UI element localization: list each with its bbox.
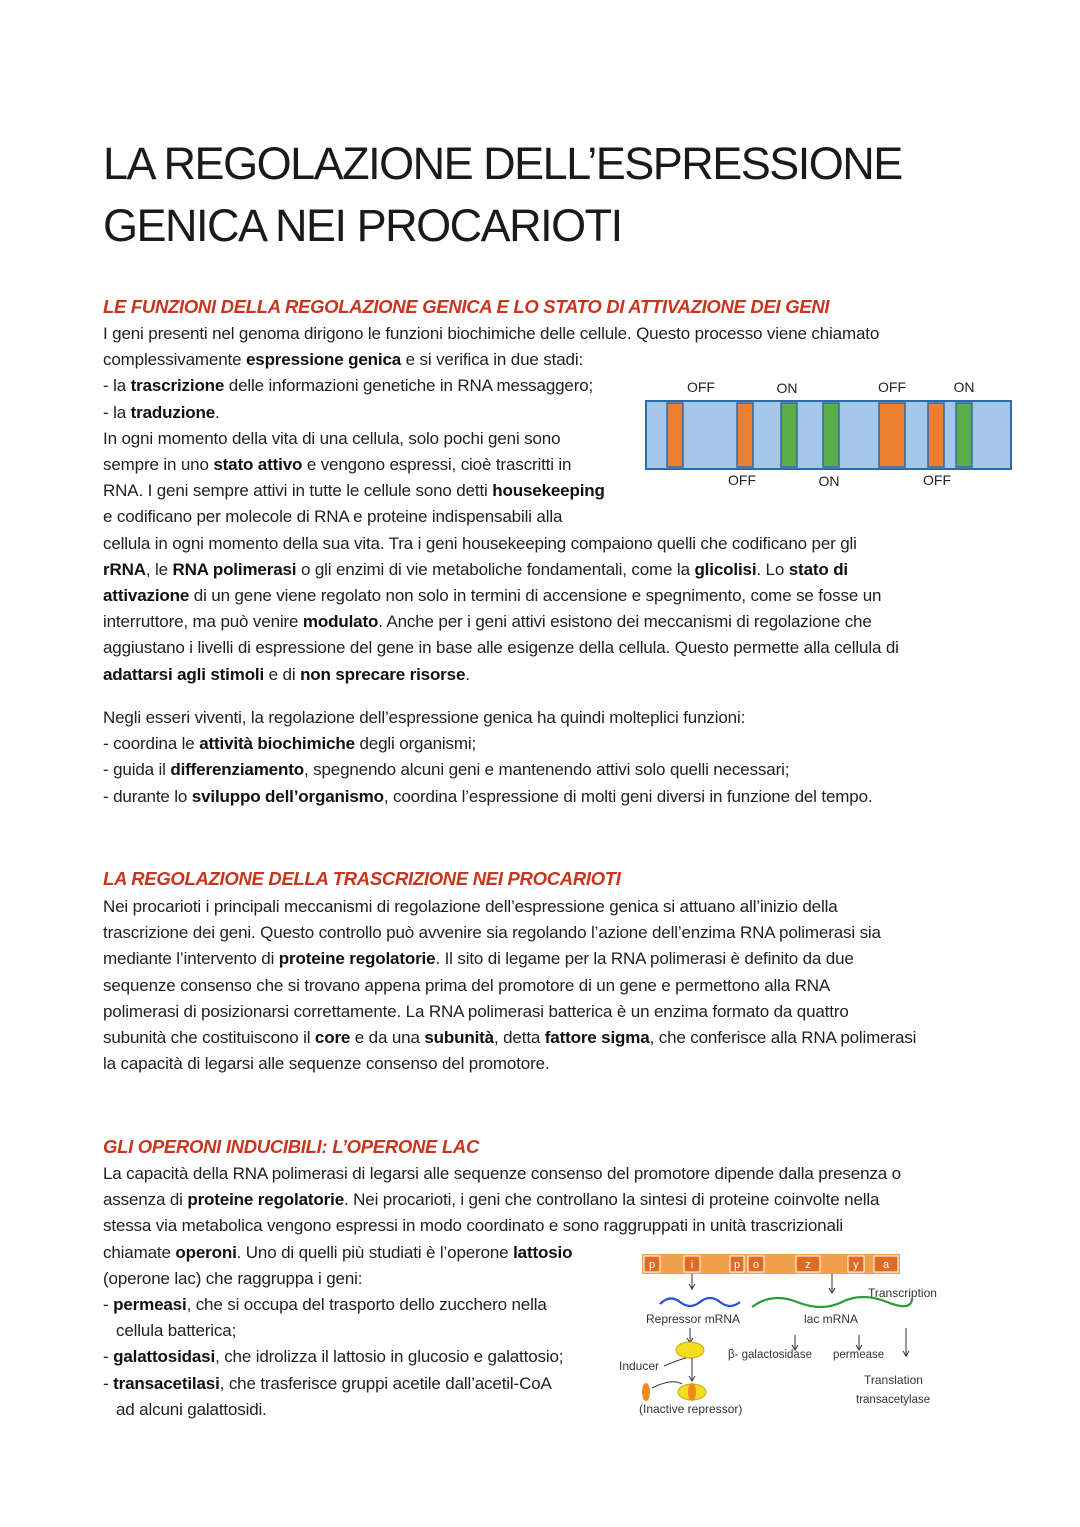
page-title [103, 133, 902, 257]
text-line: (operone lac) che raggruppa i geni: [103, 1268, 363, 1288]
title-line-2: GENICA NEI PROCARIOTI [103, 200, 622, 251]
gene-z: z [805, 1259, 811, 1271]
text-line: adattarsi agli stimoli e di non sprecare risorse. [103, 664, 470, 684]
transacetylase-label: transacetylase [856, 1394, 931, 1406]
text-line: Negli esseri viventi, la regolazione dell’espressione genica ha quindi molteplici funzioni: [103, 708, 746, 727]
permease-label: permease [833, 1349, 885, 1361]
text-line: rRNA, le RNA polimerasi o gli enzimi di vie metaboliche fondamentali, come la glicolisi. Lo stato di [103, 559, 848, 579]
gene-on [823, 403, 839, 467]
text-line: stessa via metabolica vengono espressi in modo coordinato e sono raggruppati in unità trascrizionali [103, 1216, 844, 1236]
label-off: OFF [687, 379, 715, 395]
text-line: In ogni momento della vita di una cellula, solo pochi geni sono [103, 428, 561, 448]
inducer-label: Inducer [619, 1359, 660, 1373]
text-line: ad alcuni galattosidi. [116, 1399, 267, 1419]
translation-label: Translation [864, 1373, 923, 1387]
title-line-1: LA REGOLAZIONE DELL’ESPRESSIONE [103, 138, 902, 189]
label-on: ON [776, 380, 798, 396]
section-3-heading: GLI OPERONI INDUCIBILI: L’OPERONE LAC [103, 1136, 480, 1157]
text-line: polimerasi di posizionarsi correttamente. La RNA polimerasi batterica è un enzima formato da quattro [103, 1001, 849, 1021]
text-line: aggiustano i livelli di espressione del gene in base alle esigenze della cellula. Questo permette alla cellula di [103, 638, 899, 658]
gene-off [667, 403, 683, 467]
gene-i: i [690, 1259, 694, 1271]
text-line: subunità che costituiscono il core e da una subunità, detta fattore sigma, che conferisce alla RNA polimerasi [103, 1028, 917, 1048]
text-line: RNA. I geni sempre attivi in tutte le cellule sono detti housekeeping [103, 481, 605, 501]
text-line: La capacità della RNA polimerasi di legarsi alle sequenze consenso del promotore dipende dalla presenza o [103, 1164, 901, 1183]
text-line: sempre in uno stato attivo e vengono espressi, cioè trascritti in [103, 455, 572, 475]
gene-on [956, 403, 972, 467]
beta-galactosidase-label: β- galactosidase [728, 1349, 812, 1361]
gene-y: y [853, 1259, 859, 1271]
transcription-label: Transcription [868, 1286, 937, 1300]
text-line: e codificano per molecole di RNA e proteine indispensabili alla [103, 507, 563, 527]
list-item: - transacetilasi, che trasferisce gruppi acetile dall’acetil-CoA [103, 1373, 552, 1393]
section-2-heading: LA REGOLAZIONE DELLA TRASCRIZIONE NEI PROCARIOTI [103, 868, 621, 889]
gene-switch-diagram [640, 372, 1020, 492]
text-line: cellula batterica; [116, 1321, 237, 1341]
repressor-mrna-label: Repressor mRNA [646, 1312, 741, 1326]
label-off: OFF [728, 472, 756, 488]
lac-operon-diagram [612, 1252, 962, 1427]
text-line: I geni presenti nel genoma dirigono le funzioni biochimiche delle cellule. Questo processo viene chiamato [103, 324, 880, 343]
section-1-heading: LE FUNZIONI DELLA REGOLAZIONE GENICA E LO STATO DI ATTIVAZIONE DEI GENI [103, 296, 830, 317]
section-2-body [103, 894, 916, 1077]
list-item: - coordina le attività biochimiche degli organismi; [103, 734, 477, 754]
text-line: la capacità di legarsi alle sequenze consenso del promotore. [103, 1054, 550, 1074]
text-line: complessivamente espressione genica e si verifica in due stadi: [103, 350, 584, 370]
inactive-repressor-label: (Inactive repressor) [639, 1402, 743, 1416]
gene-a: a [882, 1259, 890, 1271]
label-off: OFF [878, 379, 906, 395]
text-line: assenza di proteine regolatorie. Nei procarioti, i geni che controllano la sintesi di proteine coinvolte nella [103, 1190, 880, 1210]
gene-off [737, 403, 753, 467]
text-line: chiamate operoni. Uno di quelli più studiati è l’operone lattosio [103, 1242, 573, 1262]
list-item: - galattosidasi, che idrolizza il lattosio in glucosio e galattosio; [103, 1347, 564, 1367]
repressor-mrna-wave [660, 1298, 740, 1306]
text-line: Nei procarioti i principali meccanismi di regolazione dell’espressione genica si attuano all’inizio della [103, 897, 838, 916]
lac-mrna-label: lac mRNA [804, 1312, 859, 1326]
label-off: OFF [923, 472, 951, 488]
list-item: - guida il differenziamento, spegnendo alcuni geni e mantenendo attivi solo quelli necessari; [103, 760, 790, 780]
list-item: - permeasi, che si occupa del trasporto dello zucchero nella [103, 1295, 547, 1315]
inducer-molecule [642, 1383, 650, 1401]
text-line: - la trascrizione delle informazioni genetiche in RNA messaggero; [103, 376, 594, 396]
label-on: ON [818, 473, 840, 489]
gene-p: p [648, 1259, 656, 1271]
gene-o: o [752, 1259, 760, 1271]
text-line: interruttore, ma può venire modulato. Anche per i geni attivi esistono dei meccanismi di regolazione che [103, 612, 872, 632]
text-line: - la traduzione. [103, 402, 220, 422]
text-line: cellula in ogni momento della sua vita. Tra i geni housekeeping compaiono quelli che codificano per gli [103, 533, 857, 553]
section-1-functions [103, 705, 872, 810]
gene-p2: p [733, 1259, 741, 1271]
list-item: - durante lo sviluppo dell’organismo, coordina l’espressione di molti geni diversi in funzione del tempo. [103, 786, 873, 806]
text-line: sequenze consenso che si trovano appena prima del promotore di un gene e permettono alla RNA [103, 975, 831, 995]
text-line: trascrizione dei geni. Questo controllo può avvenire sia regolando l’azione dell’enzima RNA polimerasi sia [103, 923, 881, 943]
repressor-protein [676, 1342, 704, 1358]
text-line: mediante l’intervento di proteine regolatorie. Il sito di legame per la RNA polimerasi è definito da due [103, 949, 854, 969]
gene-off [879, 403, 905, 467]
gene-on [781, 403, 797, 467]
text-line: attivazione di un gene viene regolato non solo in termini di accensione e spegnimento, come se fosse un [103, 586, 882, 606]
gene-off [928, 403, 944, 467]
label-on: ON [953, 379, 975, 395]
